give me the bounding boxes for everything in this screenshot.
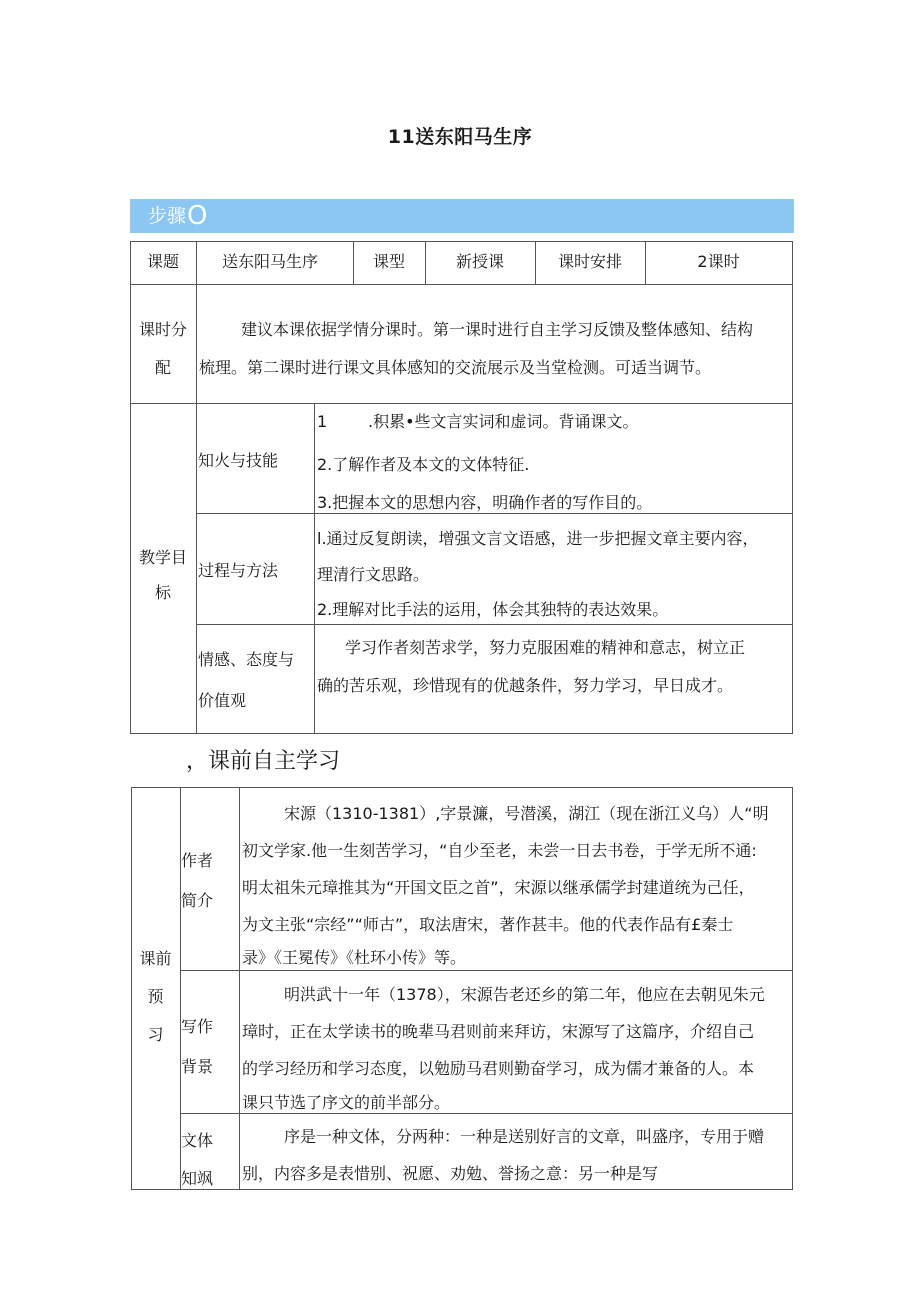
t1-border-right <box>792 241 793 734</box>
background-text-l1: 明洪武十一年（1378），宋源告老还乡的第二年，他应在去朝见朱元 <box>284 985 765 1004</box>
emotion-label-l2: 价值观 <box>198 691 247 710</box>
background-label-l1: 写作 <box>181 1017 214 1036</box>
genre-text-l2: 别，内容多是表惜别、祝愿、劝勉、誉扬之意：另一种是写 <box>242 1164 659 1183</box>
knowledge-item1: .积累•些文言实词和虚词。背诵课文。 <box>368 412 639 431</box>
t1-col-divider <box>314 403 315 734</box>
cell-allocation-label-l1: 课时分 <box>138 320 187 339</box>
background-text-l4: 课只节选了序文的前半部分。 <box>242 1093 451 1112</box>
t2-col-divider <box>239 787 240 1190</box>
cell-allocation-label-l2: 配 <box>154 358 171 377</box>
author-text-l1: 宋源（1310-1381）,字景濂，号潜溪，湖江（现在浙江义乌）人“明 <box>284 804 769 823</box>
cell-schedule-value: 2课时 <box>697 252 740 271</box>
genre-label-l1: 文体 <box>181 1131 214 1150</box>
knowledge-label: 知火与技能 <box>198 451 279 470</box>
emotion-text-l1: 学习作者刻苦求学，努力克服困难的精神和意志，树立正 <box>345 638 746 657</box>
author-label-l1: 作者 <box>181 851 214 870</box>
step-text: 步骤 <box>148 205 187 227</box>
process-item2: 2.理解对比手法的运用，体会其独特的表达效果。 <box>317 600 669 619</box>
author-text-l2: 初文学家.他一生刻苦学习，“自少至老，未尝一日去书卷，于学无所不通: <box>242 841 757 860</box>
step-banner <box>130 199 794 233</box>
process-item1-l2: 理清行文思路。 <box>317 565 430 584</box>
preview-label-l3: 习 <box>147 1025 164 1044</box>
preview-label-l2: 预 <box>147 987 164 1006</box>
cell-topic-label: 课题 <box>146 252 179 271</box>
cell-schedule-label: 课时安排 <box>557 252 622 271</box>
author-text-l4: 为文主张“宗经”“师古”，取法唐宋，著作甚丰。他的代表作品有£秦士 <box>242 915 734 934</box>
author-text-l3: 明太祖朱元璋推其为“开国文臣之首”，宋源以继承儒学封建道统为己任， <box>242 878 755 897</box>
background-text-l2: 璋时，正在太学读书的晚辈马君则前来拜访，宋源写了这篇序，介绍自己 <box>242 1022 755 1041</box>
process-item1-l1: l.通过反复朗读，增强文言文语感，进一步把握文章主要内容， <box>317 529 759 548</box>
author-text-l5: 录》《王冕传》《杜环小传》等。 <box>242 948 467 967</box>
allocation-text-l1: 建议本课依据学情分课时。第一课时进行自主学习反馈及整体感知、结构 <box>241 320 754 339</box>
t1-border-top <box>130 241 793 242</box>
section-heading: ，课前自主学习 <box>186 749 341 774</box>
t1-col-divider <box>196 241 197 734</box>
background-text-l3: 的学习经历和学习态度，以勉励马君则勤奋学习，成为儒才兼备的人。本 <box>242 1059 755 1078</box>
cell-goals-label-l1: 教学目 <box>138 548 187 567</box>
step-label <box>148 203 207 229</box>
process-label: 过程与方法 <box>198 561 279 580</box>
cell-topic-value: 送东阳马生序 <box>222 252 319 271</box>
author-label-l2: 简介 <box>181 891 214 910</box>
step-mark: O <box>187 201 208 231</box>
emotion-label-l1: 情感、态度与 <box>198 650 295 669</box>
emotion-text-l2: 确的苦乐观，珍惜现有的优越条件，努力学习，早日成才。 <box>317 676 734 695</box>
preview-label-l1: 课前 <box>139 949 172 968</box>
genre-text-l1: 序是一种文体，分两种：一种是送别好言的文章，叫盛序，专用于赠 <box>284 1127 765 1146</box>
cell-goals-label-l2: 标 <box>154 583 171 602</box>
cell-type-label: 课型 <box>372 252 405 271</box>
knowledge-item3: 3.把握本文的思想内容，明确作者的写作目的。 <box>317 493 653 512</box>
t1-row-divider <box>130 284 793 285</box>
cell-type-value: 新授课 <box>455 252 504 271</box>
knowledge-item1-num: 1 <box>317 412 328 431</box>
genre-label-l2: 知飒 <box>181 1169 214 1188</box>
t2-border-right <box>792 787 793 1190</box>
t1-border-bottom <box>130 733 793 734</box>
document-title: 11送东阳马生序 <box>387 126 533 148</box>
background-label-l2: 背景 <box>181 1057 214 1076</box>
t2-border-top <box>131 787 793 788</box>
allocation-text-l2: 梳理。第二课时进行课文具体感知的交流展示及当堂检测。可适当调节。 <box>199 358 712 377</box>
knowledge-item2: 2.了解作者及本文的文体特征. <box>317 455 530 474</box>
